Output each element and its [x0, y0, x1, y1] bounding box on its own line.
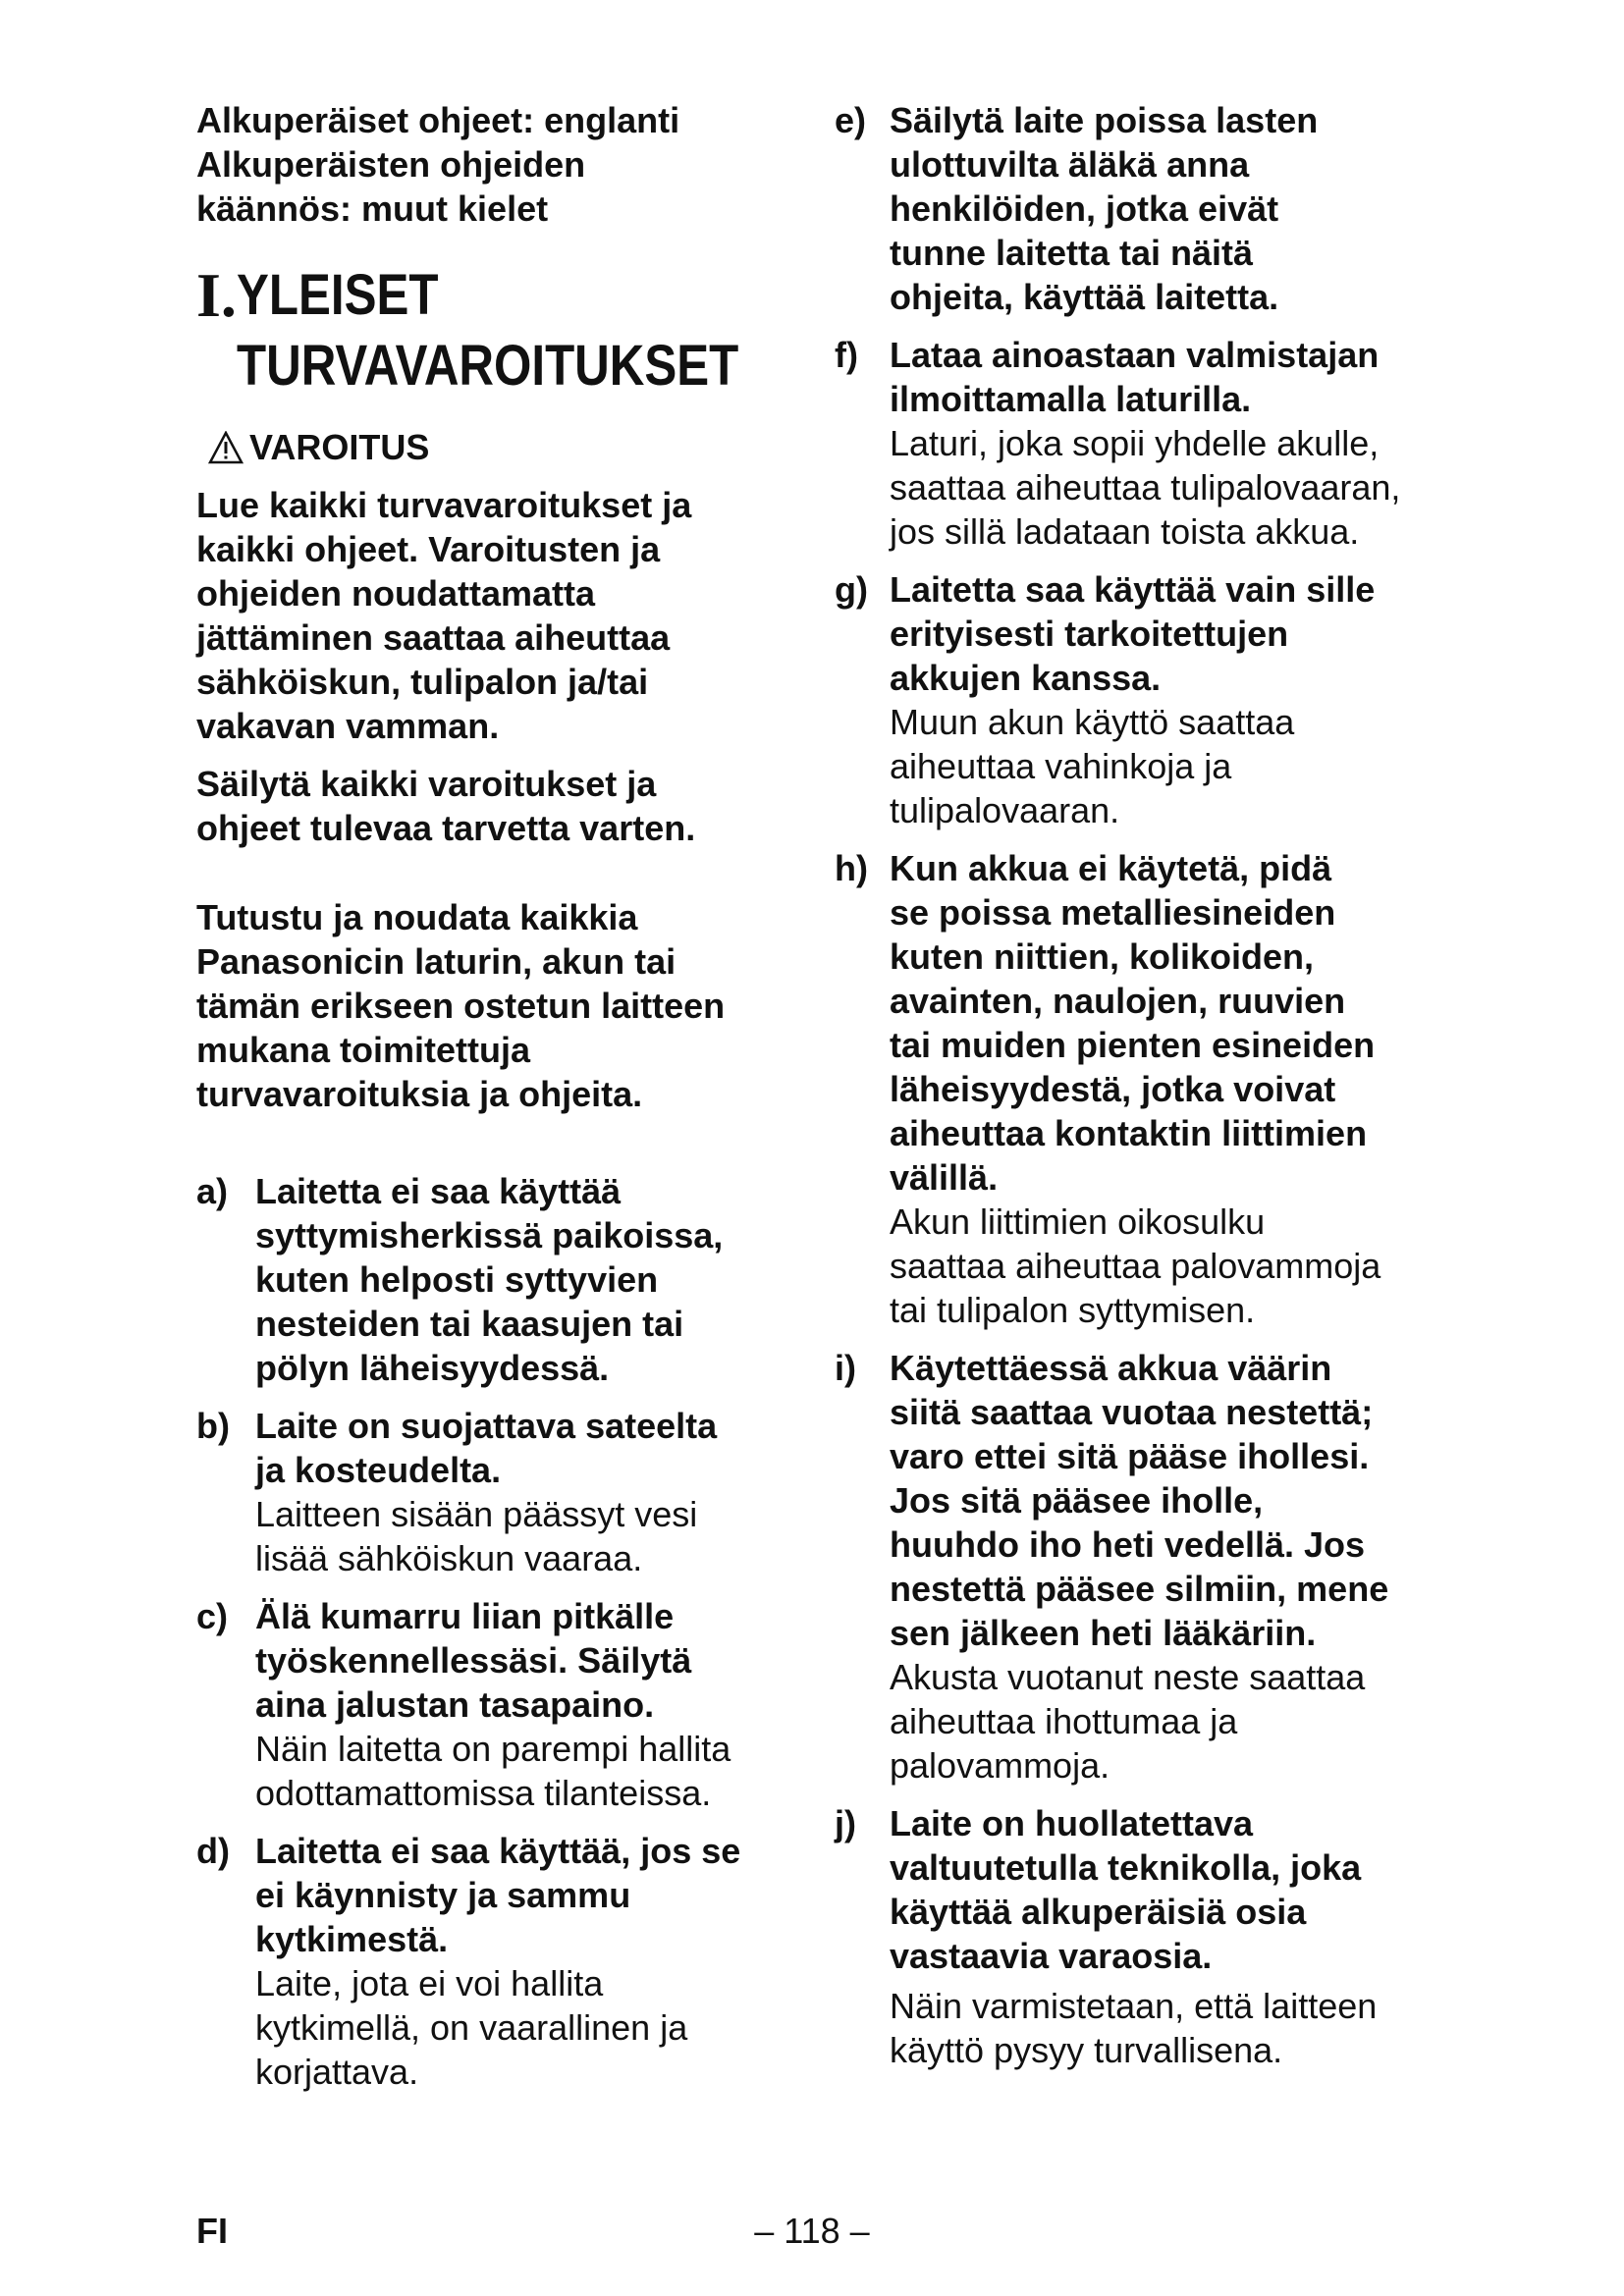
- language-code: FI: [196, 2211, 228, 2251]
- left-column: [196, 98, 805, 2094]
- list-item-j: j) Laite on huollatettava valtuutetulla teknikolla, joka käyttää alkuperäisiä osia vastaavia varaosia. Näin varmistetaan, että laitteen käyttö pysyy turvallisena.: [835, 1803, 1378, 2070]
- list-item-f: f) Lataa ainoastaan valmistajan ilmoittamalla laturilla. Laturi, joka sopii yhdelle akulle, saattaa aiheuttaa tulipalovaaran, jos sillä ladataan toista akkua.: [835, 335, 1401, 552]
- warning-triangle-icon: [208, 431, 244, 464]
- section-title-line1: YLEISET: [236, 263, 439, 327]
- warning-label: VAROITUS: [196, 425, 805, 469]
- intro-paragraph-3: Tutustu ja noudata kaikkia Panasonicin laturin, akun tai tämän erikseen ostetun laitteen mukana toimitettuja turvavaroituksia ja ohjeita.: [196, 897, 726, 1114]
- list-item-a: a) Laitetta ei saa käyttää syttymisherkissä paikoissa, kuten helposti syttyvien nesteiden tai kaasujen tai pölyn läheisyydessä.: [196, 1171, 724, 1388]
- page-number: – 118 –: [754, 2211, 870, 2251]
- list-item-i: i) Käytettäessä akkua väärin siitä saattaa vuotaa nestettä; varo ettei sitä pääse ihollesi. Jos sitä pääsee iholle, huuhdo iho heti vedellä. Jos nestettä pääsee silmiin, mene sen jälkeen heti lääkäriin. Akusta vuotanut neste saattaa aiheuttaa ihottumaa ja palovammoja.: [835, 1348, 1389, 1786]
- section-title-line2: TURVAVAROITUKSET: [236, 334, 739, 398]
- list-item-b: b) Laite on suojattava sateelta ja kosteudelta. Laitteen sisään päässyt vesi lisää sähköiskun vaaraa.: [196, 1406, 718, 1578]
- section-heading: [196, 260, 805, 401]
- list-item-c: c) Älä kumarru liian pitkälle työskennellessäsi. Säilytä aina jalustan tasapaino. Näin laitetta on parempi hallita odottamattomissa tilanteissa.: [196, 1596, 731, 1813]
- intro-paragraph-2: Säilytä kaikki varoitukset ja ohjeet tulevaa tarvetta varten.: [196, 764, 696, 848]
- list-item-e: e) Säilytä laite poissa lasten ulottuvilta äläkä anna henkilöiden, jotka eivät tunne laitetta tai näitä ohjeita, käyttää laitetta.: [835, 100, 1319, 317]
- list-item-g: g) Laitetta saa käyttää vain sille erityisesti tarkoitettujen akkujen kanssa. Muun akun käyttö saattaa aiheuttaa vahinkoja ja tulipalovaaran.: [835, 569, 1376, 830]
- right-column: [835, 98, 1463, 2072]
- list-item-d: d) Laitetta ei saa käyttää, jos se ei käynnisty ja sammu kytkimestä. Laite, jota ei voi hallita kytkimellä, on vaarallinen ja korjattava.: [196, 1831, 741, 2092]
- intro-paragraph-1: Lue kaikki turvavaroitukset ja kaikki ohjeet. Varoitusten ja ohjeiden noudattamatta jättäminen saattaa aiheuttaa sähköiskun, tulipalon ja/tai vakavan vamman.: [196, 485, 692, 746]
- original-instructions-note: Alkuperäiset ohjeet: englanti Alkuperäisten ohjeiden käännös: muut kielet: [196, 100, 680, 229]
- list-item-h: h) Kun akkua ei käytetä, pidä se poissa metalliesineiden kuten niittien, kolikoiden, avainten, naulojen, ruuvien tai muiden pienten esineiden läheisyydestä, jotka voivat aiheuttaa kontaktin liittimien välillä. Akun liittimien oikosulku saattaa aiheuttaa palovammoja tai tulipalon syttymisen.: [835, 848, 1381, 1330]
- section-number: I.: [196, 260, 237, 330]
